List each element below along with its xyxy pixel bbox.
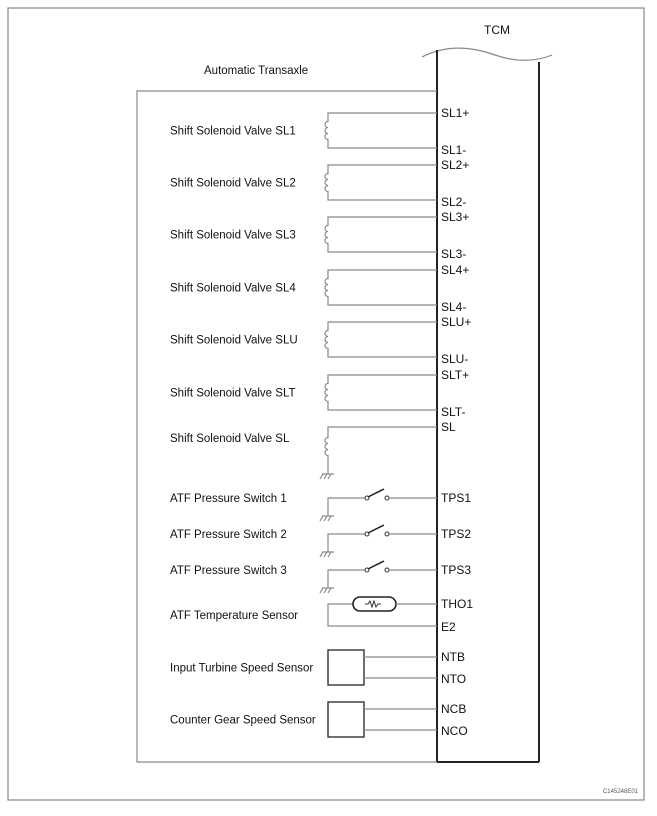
pin-label: THO1: [441, 597, 474, 611]
solenoid-sl: [170, 420, 456, 479]
switch-blade-icon: [368, 525, 384, 533]
switch-blade-icon: [368, 489, 384, 497]
coil-icon: [325, 121, 328, 140]
pin-label: SL3+: [441, 210, 470, 224]
ground-icon: [320, 468, 334, 479]
pin-label: TPS1: [441, 491, 472, 505]
wire: [365, 601, 381, 607]
pin-label: TPS3: [441, 563, 472, 577]
speed-sensor-2: [170, 702, 468, 738]
ground-icon: [320, 546, 334, 557]
pressure-switch-2: [170, 525, 471, 557]
sensor-box-icon: [328, 650, 364, 685]
sensor-box-icon: [328, 702, 364, 737]
solenoid-2: [170, 158, 469, 209]
pin-label: NTB: [441, 650, 465, 664]
pin-label: SLT+: [441, 368, 470, 382]
figure-code: C145248E01: [602, 789, 638, 795]
pin-label: SL2-: [441, 195, 467, 209]
ground-icon: [320, 510, 334, 521]
solenoid-3: [170, 210, 469, 261]
component-label: Shift Solenoid Valve SLU: [170, 334, 298, 347]
wire: [328, 498, 365, 510]
wire: [328, 534, 365, 546]
coil-icon: [325, 225, 328, 244]
wire: [328, 297, 437, 305]
solenoid-4: [170, 263, 469, 314]
solenoid-5: [170, 315, 471, 366]
coil-icon: [325, 330, 328, 349]
wire: [328, 270, 437, 278]
pin-label: SLU-: [441, 352, 469, 366]
pressure-switch-1: [170, 489, 471, 521]
switch-contact-icon: [385, 568, 389, 572]
wire: [328, 140, 437, 148]
wire: [328, 570, 365, 582]
component-label: ATF Pressure Switch 2: [170, 529, 287, 541]
component-label: Shift Solenoid Valve SL: [170, 433, 290, 445]
coil-icon: [325, 278, 328, 297]
wire: [328, 402, 437, 410]
pin-label: SLT-: [441, 405, 466, 419]
tcm-label: TCM: [484, 23, 510, 37]
pin-label: SL4-: [441, 300, 467, 314]
pin-label: TPS2: [441, 527, 472, 541]
pin-label: NTO: [441, 672, 467, 686]
pin-label: SL3-: [441, 247, 467, 261]
switch-contact-icon: [385, 532, 389, 536]
ground-icon: [320, 582, 334, 593]
pin-label: SL1+: [441, 106, 470, 120]
pin-label: SL4+: [441, 263, 470, 277]
wire: [328, 322, 437, 330]
component-label: Input Turbine Speed Sensor: [170, 662, 314, 675]
component-label: Shift Solenoid Valve SL4: [170, 282, 296, 295]
pin-label: SL1-: [441, 143, 467, 157]
transaxle-label: Automatic Transaxle: [204, 65, 309, 77]
coil-icon: [325, 383, 328, 402]
wire: [328, 113, 437, 121]
component-label: Shift Solenoid Valve SLT: [170, 387, 296, 400]
component-label: ATF Temperature Sensor: [170, 610, 299, 622]
coil-icon: [325, 173, 328, 192]
component-label: Shift Solenoid Valve SL1: [170, 125, 296, 138]
component-label: Shift Solenoid Valve SL2: [170, 177, 296, 190]
coil-icon: [325, 433, 328, 460]
pin-label: E2: [441, 620, 456, 634]
wire: [328, 604, 437, 626]
pin-label: SL2+: [441, 158, 470, 172]
pin-label: NCB: [441, 702, 467, 716]
pressure-switch-3: [170, 561, 471, 593]
wire: [328, 427, 437, 433]
component-label: Shift Solenoid Valve SL3: [170, 229, 296, 242]
component-label: ATF Pressure Switch 3: [170, 565, 287, 577]
solenoid-1: [170, 106, 469, 157]
wire: [328, 244, 437, 252]
pin-label: SLU+: [441, 315, 472, 329]
component-label: ATF Pressure Switch 1: [170, 493, 287, 505]
tcm-break-line: [422, 48, 552, 60]
switch-blade-icon: [368, 561, 384, 569]
temperature-sensor: [170, 597, 473, 634]
speed-sensor-1: [170, 650, 466, 686]
component-label: Counter Gear Speed Sensor: [170, 714, 316, 727]
wire: [328, 165, 437, 173]
wire: [328, 192, 437, 200]
wire: [328, 217, 437, 225]
pin-label: NCO: [441, 724, 468, 738]
wire: [328, 349, 437, 357]
solenoid-6: [170, 368, 469, 419]
wire: [328, 375, 437, 383]
switch-contact-icon: [385, 496, 389, 500]
pin-label: SL: [441, 420, 456, 434]
